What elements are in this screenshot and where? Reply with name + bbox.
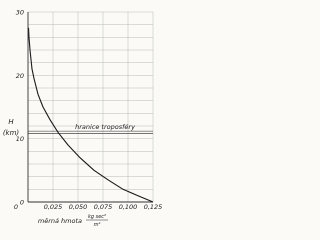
density-curve [29,28,154,202]
y-tick-label: 0 [19,198,24,207]
x-axis-label: měrná hmota [37,217,82,225]
y-axis-unit: (km) [2,129,20,137]
grid [28,12,153,202]
annotation-tropopause: hranice troposféry [75,123,135,131]
x-unit-denominator: m⁴ [93,222,101,228]
y-tick-label: 10 [15,135,24,144]
x-tick-label: 0,075 [93,203,113,211]
axes [28,12,153,202]
x-unit-numerator: kg sec² [87,214,107,220]
x-tick-label: 0 [13,203,19,211]
x-tick-label: 0,050 [68,203,88,211]
series [29,28,154,202]
x-tick-label: 0,025 [43,203,63,211]
ticks [14,9,162,212]
y-axis-label: H [8,118,14,126]
y-tick-label: 20 [15,71,24,80]
y-tick-label: 30 [15,8,24,17]
x-tick-label: 0,100 [118,203,138,211]
x-tick-label: 0,125 [143,203,163,211]
